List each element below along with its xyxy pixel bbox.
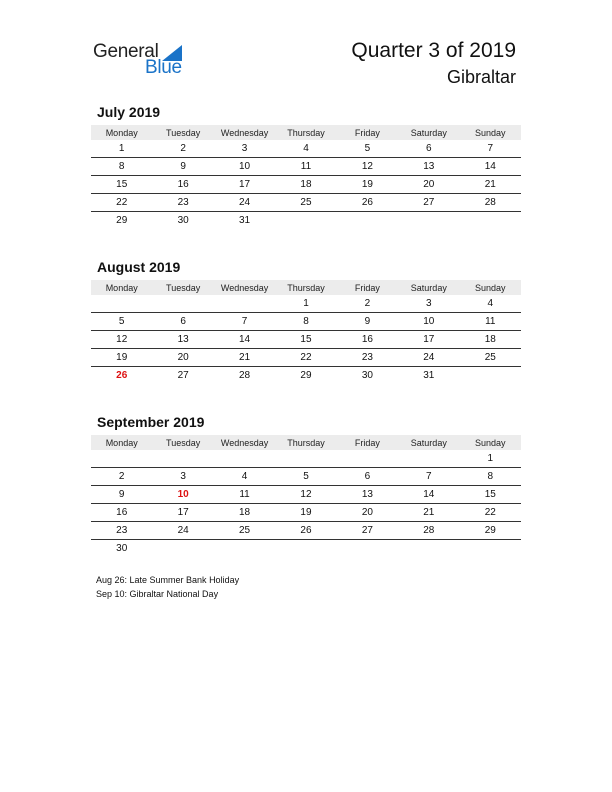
day-cell: 25 <box>275 194 336 212</box>
weekday-header: Wednesday <box>214 125 275 140</box>
day-cell: 9 <box>91 486 152 504</box>
day-cell: 26 <box>337 194 398 212</box>
day-cell: 14 <box>214 331 275 349</box>
weekday-header: Thursday <box>275 435 336 450</box>
day-cell: 6 <box>398 140 459 158</box>
day-cell: 8 <box>275 313 336 331</box>
weekday-header: Monday <box>91 435 152 450</box>
week-row <box>91 486 521 504</box>
day-cell: 13 <box>398 158 459 176</box>
week-row <box>91 158 521 176</box>
empty-day-cell <box>398 450 459 468</box>
day-cell: 19 <box>337 176 398 194</box>
day-cell: 28 <box>238 370 251 381</box>
week-row <box>91 349 521 367</box>
week-row <box>91 540 521 558</box>
day-cell: 18 <box>214 504 275 522</box>
holiday-note: Sep 10: Gibraltar National Day <box>96 589 219 599</box>
weekday-header: Sunday <box>460 435 521 450</box>
empty-day-cell <box>398 212 459 230</box>
week-row <box>91 140 521 158</box>
day-cell: 17 <box>152 504 213 522</box>
day-cell: 2 <box>337 295 398 313</box>
day-cell: 17 <box>214 176 275 194</box>
weekday-header: Tuesday <box>152 435 213 450</box>
weekday-header: Monday <box>91 125 152 140</box>
day-cell: 21 <box>460 176 521 194</box>
empty-day-cell <box>460 212 521 230</box>
calendar-table <box>91 280 521 384</box>
day-cell: 26 <box>275 522 336 540</box>
weekday-header: Wednesday <box>214 280 275 295</box>
weekday-header: Tuesday <box>152 125 213 140</box>
day-cell: 5 <box>337 140 398 158</box>
day-cell: 28 <box>460 194 521 212</box>
empty-day-cell <box>214 450 275 468</box>
weekday-header: Friday <box>337 125 398 140</box>
day-cell: 8 <box>91 158 152 176</box>
weekday-header: Saturday <box>398 435 459 450</box>
day-cell: 10 <box>152 486 213 504</box>
weekday-header-row <box>91 125 521 140</box>
day-cell: 27 <box>337 522 398 540</box>
weekday-header: Saturday <box>398 280 459 295</box>
day-cell: 27 <box>398 194 459 212</box>
day-cell: 22 <box>91 194 152 212</box>
calendar-table <box>91 125 521 229</box>
day-cell: 30 <box>116 543 128 554</box>
day-cell: 29 <box>116 215 128 226</box>
day-cell: 5 <box>91 313 152 331</box>
day-cell: 12 <box>337 158 398 176</box>
day-cell: 10 <box>214 158 275 176</box>
day-cell: 16 <box>337 331 398 349</box>
week-row <box>91 522 521 540</box>
empty-day-cell <box>460 540 521 558</box>
empty-day-cell <box>337 450 398 468</box>
day-cell: 15 <box>91 176 152 194</box>
day-cell: 1 <box>460 450 521 468</box>
empty-day-cell <box>152 540 213 558</box>
empty-day-cell <box>337 540 398 558</box>
week-row <box>91 331 521 349</box>
weekday-header: Tuesday <box>152 280 213 295</box>
day-cell: 7 <box>460 140 521 158</box>
empty-day-cell <box>460 367 521 385</box>
day-cell: 2 <box>91 468 152 486</box>
day-cell: 7 <box>214 313 275 331</box>
day-cell: 17 <box>398 331 459 349</box>
page-title: Quarter 3 of 2019 <box>351 39 516 62</box>
month-august <box>91 259 521 384</box>
holiday-notes <box>96 573 239 601</box>
day-cell: 18 <box>460 331 521 349</box>
day-cell: 21 <box>398 504 459 522</box>
weekday-header: Friday <box>337 280 398 295</box>
week-row <box>91 450 521 468</box>
weekday-header: Wednesday <box>214 435 275 450</box>
day-cell: 10 <box>398 313 459 331</box>
day-cell: 7 <box>398 468 459 486</box>
week-row <box>91 313 521 331</box>
day-cell: 13 <box>337 486 398 504</box>
day-cell: 29 <box>460 522 521 540</box>
weekday-header: Friday <box>337 435 398 450</box>
day-cell: 12 <box>275 486 336 504</box>
day-cell: 3 <box>398 295 459 313</box>
day-cell: 27 <box>177 370 189 381</box>
day-cell: 1 <box>275 295 336 313</box>
weekday-header: Thursday <box>275 125 336 140</box>
day-cell: 14 <box>460 158 521 176</box>
day-cell: 31 <box>423 370 435 381</box>
empty-day-cell <box>214 295 275 313</box>
day-cell: 23 <box>337 349 398 367</box>
day-cell: 14 <box>398 486 459 504</box>
empty-day-cell <box>275 450 336 468</box>
day-cell: 24 <box>214 194 275 212</box>
weekday-header-row <box>91 280 521 295</box>
week-row <box>91 295 521 313</box>
day-cell: 6 <box>337 468 398 486</box>
empty-day-cell <box>91 450 152 468</box>
week-row <box>91 212 521 230</box>
day-cell: 24 <box>152 522 213 540</box>
day-cell: 3 <box>214 140 275 158</box>
day-cell: 2 <box>152 140 213 158</box>
week-row <box>91 176 521 194</box>
week-row <box>91 504 521 522</box>
day-cell: 26 <box>116 370 128 381</box>
weekday-header-row <box>91 435 521 450</box>
general-blue-logo <box>93 41 193 81</box>
weekday-header: Saturday <box>398 125 459 140</box>
day-cell: 23 <box>91 522 152 540</box>
day-cell: 19 <box>275 504 336 522</box>
weekday-header: Sunday <box>460 125 521 140</box>
week-row <box>91 468 521 486</box>
day-cell: 24 <box>398 349 459 367</box>
day-cell: 4 <box>275 140 336 158</box>
week-row <box>91 194 521 212</box>
empty-day-cell <box>275 212 336 230</box>
day-cell: 20 <box>398 176 459 194</box>
day-cell: 22 <box>275 349 336 367</box>
day-cell: 11 <box>460 313 521 331</box>
day-cell: 6 <box>152 313 213 331</box>
empty-day-cell <box>91 295 152 313</box>
day-cell: 16 <box>91 504 152 522</box>
weekday-header: Thursday <box>275 280 336 295</box>
day-cell: 12 <box>91 331 152 349</box>
day-cell: 3 <box>152 468 213 486</box>
holiday-note: Aug 26: Late Summer Bank Holiday <box>96 575 240 585</box>
logo-word-blue: Blue <box>145 57 182 78</box>
day-cell: 30 <box>361 370 373 381</box>
empty-day-cell <box>398 540 459 558</box>
day-cell: 18 <box>275 176 336 194</box>
empty-day-cell <box>152 295 213 313</box>
day-cell: 15 <box>460 486 521 504</box>
day-cell: 29 <box>300 370 312 381</box>
weekday-header: Monday <box>91 280 152 295</box>
empty-day-cell <box>152 450 213 468</box>
day-cell: 30 <box>177 215 189 226</box>
day-cell: 22 <box>460 504 521 522</box>
day-cell: 1 <box>91 140 152 158</box>
week-row <box>91 367 521 385</box>
month-july <box>91 104 521 229</box>
day-cell: 21 <box>214 349 275 367</box>
month-title: September 2019 <box>97 414 205 430</box>
day-cell: 20 <box>152 349 213 367</box>
day-cell: 25 <box>460 349 521 367</box>
day-cell: 20 <box>337 504 398 522</box>
day-cell: 4 <box>214 468 275 486</box>
day-cell: 31 <box>238 215 251 226</box>
month-title: August 2019 <box>97 259 181 275</box>
day-cell: 4 <box>460 295 521 313</box>
day-cell: 19 <box>91 349 152 367</box>
weekday-header: Sunday <box>460 280 521 295</box>
empty-day-cell <box>275 540 336 558</box>
month-september <box>91 414 521 557</box>
calendar-table <box>91 435 521 557</box>
day-cell: 11 <box>214 486 275 504</box>
day-cell: 25 <box>214 522 275 540</box>
day-cell: 28 <box>398 522 459 540</box>
month-title: July 2019 <box>97 104 161 120</box>
logo-word-general: General <box>93 41 159 62</box>
day-cell: 16 <box>152 176 213 194</box>
day-cell: 8 <box>460 468 521 486</box>
day-cell: 13 <box>152 331 213 349</box>
day-cell: 5 <box>275 468 336 486</box>
day-cell: 9 <box>152 158 213 176</box>
day-cell: 11 <box>275 158 336 176</box>
page-subtitle: Gibraltar <box>446 67 516 87</box>
empty-day-cell <box>337 212 398 230</box>
day-cell: 9 <box>337 313 398 331</box>
day-cell: 23 <box>152 194 213 212</box>
day-cell: 15 <box>275 331 336 349</box>
empty-day-cell <box>214 540 275 558</box>
